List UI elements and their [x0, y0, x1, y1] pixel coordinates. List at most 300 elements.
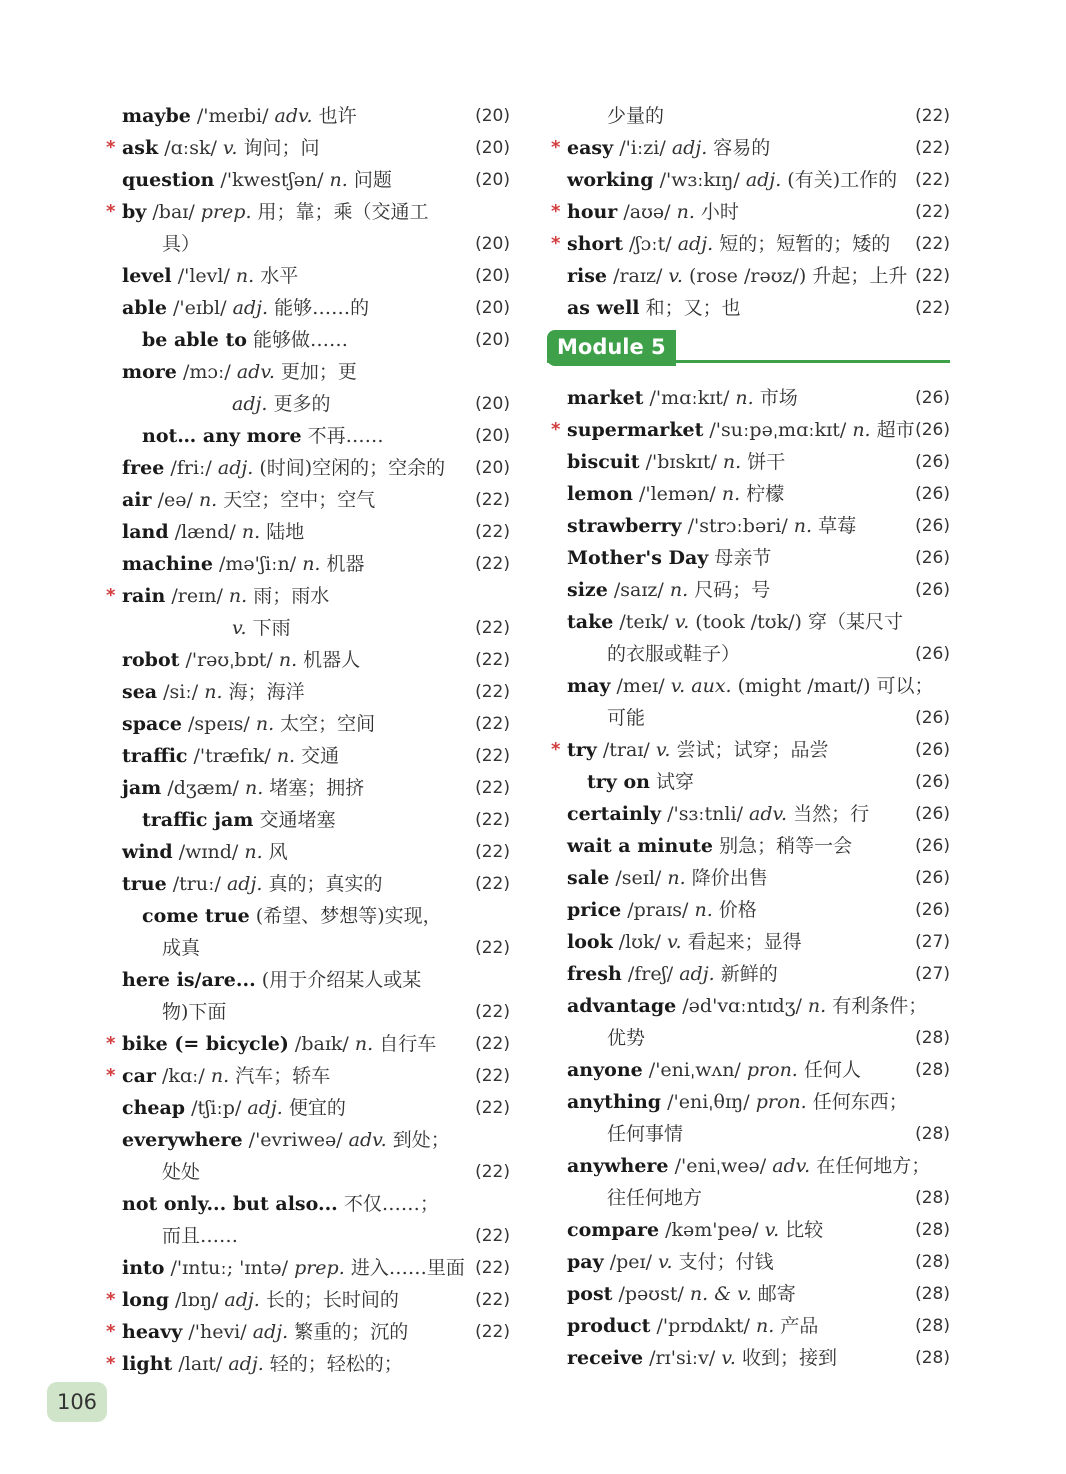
headword: not… any more [142, 425, 302, 447]
page-reference: (22) [475, 554, 510, 574]
vocab-entry [545, 1054, 950, 1086]
meaning: 和；又；也 [645, 297, 741, 319]
meaning: (用于介绍某人或某 [261, 969, 422, 991]
phonetic: /truː/ [172, 873, 221, 895]
entry-content [122, 1092, 462, 1124]
vocab-entry [545, 1342, 950, 1374]
meaning: 水平 [260, 265, 299, 287]
meaning: 太空；空间 [280, 713, 376, 735]
page-reference: (22) [915, 106, 950, 126]
page-reference: (26) [915, 420, 950, 440]
headword: light [122, 1353, 173, 1375]
vocab-entry [100, 1188, 510, 1220]
phonetic: /'meɪbi/ [196, 105, 269, 127]
meaning: 便宜的 [288, 1097, 346, 1119]
part-of-speech: v. [655, 739, 671, 761]
headword: car [122, 1065, 156, 1087]
phonetic: /friː/ [170, 457, 212, 479]
part-of-speech: n. [210, 1065, 230, 1087]
module-title: Module 5 [547, 330, 676, 366]
phonetic: /baɪk/ [294, 1033, 349, 1055]
meaning: 饼干 [747, 451, 786, 473]
headword: look [567, 931, 613, 953]
vocab-entry [545, 1118, 950, 1150]
page-reference: (22) [475, 650, 510, 670]
part-of-speech: n. [807, 995, 827, 1017]
meaning: 物)下面 [162, 1001, 227, 1023]
headword: able [122, 297, 167, 319]
entry-content [122, 1060, 462, 1092]
meaning: 不仅……； [343, 1193, 439, 1215]
meaning: 更多的 [273, 393, 331, 415]
entry-content [567, 228, 902, 260]
entry-content [162, 996, 462, 1028]
core-word-star: * [551, 739, 561, 760]
vocab-entry [100, 932, 510, 964]
headword: everywhere [122, 1129, 243, 1151]
meaning: 价格 [718, 899, 757, 921]
phonetic: /laɪt/ [178, 1353, 223, 1375]
vocab-entry [545, 478, 950, 510]
entry-content [122, 452, 462, 484]
headword: bike (= bicycle) [122, 1033, 289, 1055]
meaning: 小时 [700, 201, 739, 223]
page-reference: (26) [915, 772, 950, 792]
phonetic: /'strɔːbəri/ [687, 515, 788, 537]
page-reference: (28) [915, 1220, 950, 1240]
meaning: 到处； [392, 1129, 450, 1151]
part-of-speech: n. [278, 649, 298, 671]
entry-content [567, 196, 902, 228]
meaning: 下雨 [252, 617, 291, 639]
headword: more [122, 361, 177, 383]
page-reference: (20) [475, 394, 510, 414]
part-of-speech: n. [694, 899, 713, 921]
page-reference: (22) [475, 1034, 510, 1054]
vocab-entry [100, 644, 510, 676]
vocab-entry [100, 420, 510, 452]
headword: into [122, 1257, 165, 1279]
phonetic: /lænd/ [174, 521, 236, 543]
meaning: 用；靠；乘（交通工 [257, 201, 429, 223]
entry-content [567, 1086, 908, 1118]
headword: anything [567, 1091, 662, 1113]
meaning: 看起来；显得 [687, 931, 802, 953]
headword: try on [587, 771, 650, 793]
entry-content [567, 1310, 902, 1342]
core-word-star: * [106, 1289, 116, 1310]
phonetic: /'iːzi/ [619, 137, 666, 159]
vocab-entry [545, 702, 950, 734]
part-of-speech: n. [241, 521, 261, 543]
phonetic: /mə'ʃiːn/ [218, 553, 297, 575]
core-word-star: * [106, 1033, 116, 1054]
meaning: 市场 [759, 387, 798, 409]
entry-content [567, 798, 902, 830]
part-of-speech: n. [735, 387, 754, 409]
entry-content [162, 1220, 462, 1252]
page-reference: (28) [915, 1284, 950, 1304]
page-reference: (27) [915, 964, 950, 984]
entry-content [122, 356, 462, 388]
vocab-entry [545, 638, 950, 670]
part-of-speech: adj. [745, 169, 782, 191]
phonetic: /siː/ [163, 681, 199, 703]
page-reference: (22) [915, 170, 950, 190]
vocab-entry [100, 484, 510, 516]
vocab-entry [100, 1348, 510, 1380]
vocab-entry [545, 830, 950, 862]
phonetic: /teɪk/ [619, 611, 669, 633]
meaning: (时间)空闲的；空余的 [259, 457, 446, 479]
page-reference: (20) [475, 426, 510, 446]
phonetic: /'eniˌwʌn/ [648, 1059, 741, 1081]
meaning: 在任何地方； [816, 1155, 931, 1177]
meaning: 机器 [326, 553, 365, 575]
phonetic: /kəm'peə/ [665, 1219, 759, 1241]
meaning: 也许 [318, 105, 357, 127]
phonetic: /lɒŋ/ [175, 1289, 219, 1311]
part-of-speech: adj. [252, 1321, 289, 1343]
headword: rain [122, 585, 166, 607]
meaning: 问题 [353, 169, 392, 191]
vocab-entry [545, 164, 950, 196]
vocab-entry [545, 132, 950, 164]
phonetic: /'levl/ [177, 265, 230, 287]
meaning: 产品 [780, 1315, 819, 1337]
vocab-entry [100, 356, 510, 388]
headword: cheap [122, 1097, 186, 1119]
entry-content [122, 868, 462, 900]
vocab-entry [545, 862, 950, 894]
vocab-entry [545, 1086, 950, 1118]
part-of-speech: adj. [224, 1289, 260, 1311]
meaning: (有关)工作的 [787, 169, 898, 191]
headword: ask [122, 137, 159, 159]
vocab-entry [545, 542, 950, 574]
page-reference: (22) [475, 874, 510, 894]
part-of-speech: n. [667, 867, 686, 889]
part-of-speech: v. [222, 137, 238, 159]
entry-content [162, 1156, 462, 1188]
entry-content [122, 484, 462, 516]
meaning: 自行车 [379, 1033, 437, 1055]
page-reference: (22) [475, 1226, 510, 1246]
entry-content [122, 292, 462, 324]
meaning: 试穿 [655, 771, 694, 793]
page-reference: (22) [475, 842, 510, 862]
meaning: 别急；稍等一会 [719, 835, 853, 857]
headword: certainly [567, 803, 662, 825]
phonetic: /'eniˌθɪŋ/ [667, 1091, 750, 1113]
page-reference: (22) [915, 138, 950, 158]
meaning: 柠檬 [746, 483, 785, 505]
part-of-speech: v. aux. [670, 675, 732, 697]
phonetic: /freʃ/ [627, 963, 674, 985]
vocab-entry [100, 132, 510, 164]
headword: air [122, 489, 152, 511]
phonetic: /'rəʊˌbɒt/ [185, 649, 273, 671]
page-reference: (28) [915, 1316, 950, 1336]
page-reference: (22) [475, 1258, 510, 1278]
right-column-bottom [545, 382, 950, 1374]
vocab-entry [100, 324, 510, 356]
page-reference: (22) [915, 202, 950, 222]
headword: post [567, 1283, 613, 1305]
part-of-speech: pron. [755, 1091, 807, 1113]
vocab-entry [100, 548, 510, 580]
headword: wait a minute [567, 835, 714, 857]
part-of-speech: v. [668, 265, 683, 287]
entry-content [567, 260, 908, 292]
vocab-entry [100, 100, 510, 132]
part-of-speech: n. & v. [689, 1283, 752, 1305]
meaning: 的衣服或鞋子） [607, 643, 741, 665]
part-of-speech: adj. [232, 393, 268, 415]
part-of-speech: adv. [274, 105, 313, 127]
headword: by [122, 201, 147, 223]
page-reference: (20) [475, 138, 510, 158]
page-reference: (22) [475, 682, 510, 702]
phonetic: /aʊə/ [623, 201, 671, 223]
phonetic: /kɑː/ [161, 1065, 205, 1087]
meaning: 任何人 [803, 1059, 861, 1081]
vocab-entry [100, 612, 510, 644]
vocab-entry [545, 990, 950, 1022]
meaning: 能够做…… [253, 329, 349, 351]
page-reference: (28) [915, 1252, 950, 1272]
vocab-entry [100, 196, 510, 228]
part-of-speech: adj. [232, 297, 269, 319]
vocab-entry [545, 926, 950, 958]
vocab-entry [545, 292, 950, 324]
part-of-speech: n. [244, 841, 263, 863]
entry-content [122, 1188, 462, 1220]
vocab-entry [100, 292, 510, 324]
headword: short [567, 233, 623, 255]
phonetic: /'træfɪk/ [193, 745, 271, 767]
headword: be able to [142, 329, 247, 351]
meaning: 比较 [785, 1219, 824, 1241]
meaning: 邮寄 [757, 1283, 796, 1305]
meaning: 少量的 [607, 105, 665, 127]
page-reference: (26) [915, 452, 950, 472]
headword: sea [122, 681, 158, 703]
vocab-entry [100, 772, 510, 804]
entry-content [567, 958, 902, 990]
headword: not only... but also... [122, 1193, 338, 1215]
headword: take [567, 611, 614, 633]
vocab-entry [545, 1182, 950, 1214]
phonetic: /dʒæm/ [167, 777, 239, 799]
meaning: 天空；空中；空气 [223, 489, 376, 511]
meaning: 交通 [301, 745, 340, 767]
vocab-entry [545, 798, 950, 830]
entry-content [607, 1182, 902, 1214]
part-of-speech: adj. [217, 457, 254, 479]
vocab-entry [545, 260, 950, 292]
part-of-speech: n. [228, 585, 248, 607]
phonetic: /'eniˌweə/ [674, 1155, 767, 1177]
headword: biscuit [567, 451, 640, 473]
entry-content [122, 676, 462, 708]
entry-content [122, 644, 462, 676]
page-reference: (22) [475, 810, 510, 830]
part-of-speech: n. [204, 681, 223, 703]
phonetic: /traɪ/ [602, 739, 650, 761]
phonetic: /eə/ [157, 489, 193, 511]
headword: anywhere [567, 1155, 669, 1177]
phonetic: /'mɑːkɪt/ [649, 387, 730, 409]
entry-content [607, 100, 902, 132]
meaning: 母亲节 [714, 547, 772, 569]
part-of-speech: adj. [228, 1353, 264, 1375]
phonetic: /'hevi/ [188, 1321, 247, 1343]
left-column [100, 100, 510, 1380]
entry-content [122, 1316, 462, 1348]
vocab-entry [545, 196, 950, 228]
entry-content [122, 740, 462, 772]
part-of-speech: n. [244, 777, 264, 799]
meaning: 新鲜的 [720, 963, 778, 985]
phonetic: /raɪz/ [613, 265, 663, 287]
entry-content [122, 1124, 462, 1156]
meaning: 超市 [876, 419, 915, 441]
vocab-entry [100, 164, 510, 196]
meaning: 收到；接到 [741, 1347, 837, 1369]
meaning: 堵塞；拥挤 [269, 777, 365, 799]
vocab-entry [545, 382, 950, 414]
vocab-entry [545, 1022, 950, 1054]
page-reference: (22) [475, 714, 510, 734]
meaning: 不再…… [307, 425, 384, 447]
page-reference: (28) [915, 1028, 950, 1048]
page-reference: (20) [475, 330, 510, 350]
page-reference: (28) [915, 1060, 950, 1080]
meaning: 而且…… [162, 1225, 239, 1247]
part-of-speech: n. [669, 579, 689, 601]
page-reference: (26) [915, 868, 950, 888]
meaning: 可能 [607, 707, 646, 729]
vocab-entry [545, 1214, 950, 1246]
headword: receive [567, 1347, 644, 1369]
core-word-star: * [106, 137, 116, 158]
page-reference: (20) [475, 170, 510, 190]
headword: fresh [567, 963, 622, 985]
headword: supermarket [567, 419, 704, 441]
headword: rise [567, 265, 608, 287]
entry-content [122, 580, 462, 612]
vocab-entry [100, 676, 510, 708]
entry-content [567, 446, 902, 478]
vocab-entry [545, 1278, 950, 1310]
phonetic: /əd'vɑːntɪdʒ/ [682, 995, 802, 1017]
headword: heavy [122, 1321, 183, 1343]
vocab-entry [100, 740, 510, 772]
entry-content [142, 420, 462, 452]
part-of-speech: n. [852, 419, 871, 441]
entry-content [607, 1022, 902, 1054]
entry-content [567, 990, 928, 1022]
vocab-entry [100, 900, 510, 932]
part-of-speech: n. [722, 451, 742, 473]
meaning: 具） [162, 233, 201, 255]
entry-content [122, 772, 462, 804]
part-of-speech: n. [302, 553, 321, 575]
phonetic: /pəʊst/ [618, 1283, 684, 1305]
headword: may [567, 675, 611, 697]
meaning: 优势 [607, 1027, 646, 1049]
page-reference: (22) [475, 1066, 510, 1086]
headword: hour [567, 201, 618, 223]
entry-content [162, 228, 462, 260]
core-word-star: * [106, 1321, 116, 1342]
vocab-entry [545, 100, 950, 132]
vocab-entry [100, 1028, 510, 1060]
phonetic: /praɪs/ [627, 899, 689, 921]
entry-content [122, 1348, 462, 1380]
part-of-speech: adj. [671, 137, 708, 159]
core-word-star: * [106, 1065, 116, 1086]
vocab-entry [100, 1092, 510, 1124]
part-of-speech: v. [658, 1251, 673, 1273]
entry-content [567, 164, 902, 196]
core-word-star: * [551, 233, 561, 254]
part-of-speech: v. [764, 1219, 780, 1241]
vocab-entry [545, 510, 950, 542]
meaning: 能够……的 [274, 297, 370, 319]
page-reference: (28) [915, 1348, 950, 1368]
entry-content [567, 574, 902, 606]
vocab-entry [100, 804, 510, 836]
entry-content [567, 1342, 902, 1374]
core-word-star: * [551, 137, 561, 158]
vocab-entry [100, 260, 510, 292]
part-of-speech: prep. [294, 1257, 345, 1279]
page-reference: (26) [915, 580, 950, 600]
page-reference: (20) [475, 298, 510, 318]
entry-content [122, 260, 462, 292]
entry-content [142, 324, 462, 356]
page-reference: (22) [475, 1002, 510, 1022]
headword: jam [122, 777, 162, 799]
headword: lemon [567, 483, 633, 505]
headword: size [567, 579, 608, 601]
entry-content [607, 1118, 902, 1150]
entry-content [587, 766, 902, 798]
phonetic: /'prɒdʌkt/ [656, 1315, 750, 1337]
part-of-speech: n. [756, 1315, 775, 1337]
meaning: 降价出售 [691, 867, 768, 889]
headword: space [122, 713, 182, 735]
phonetic: /mɔː/ [182, 361, 231, 383]
core-word-star: * [106, 1353, 116, 1374]
vocab-entry [100, 708, 510, 740]
meaning: 草莓 [818, 515, 857, 537]
phonetic: /'wɜːkɪŋ/ [659, 169, 740, 191]
headword: free [122, 457, 165, 479]
meaning: 尺码；号 [694, 579, 771, 601]
part-of-speech: n. [276, 745, 296, 767]
page-reference: (20) [475, 266, 510, 286]
meaning: 当然；行 [793, 803, 870, 825]
meaning: 轻的；轻松的； [269, 1353, 403, 1375]
entry-content [567, 510, 902, 542]
phonetic: /saɪz/ [613, 579, 664, 601]
part-of-speech: adj. [247, 1097, 283, 1119]
entry-content [122, 1252, 465, 1284]
part-of-speech: adv. [348, 1129, 387, 1151]
